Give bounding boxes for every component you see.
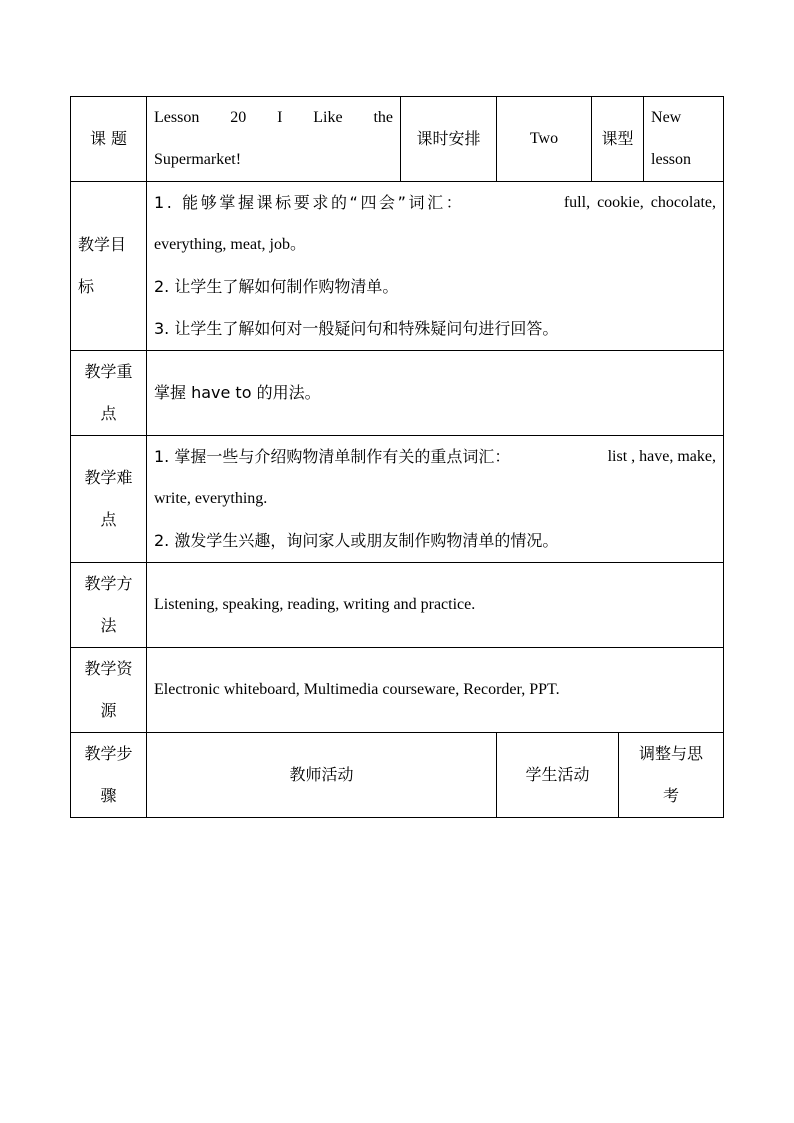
key-points-row (71, 351, 724, 436)
objective-item-1-zh: 1. 能够掌握课标要求的“四会”词汇： (154, 193, 465, 212)
reflection-header-line2: 考 (663, 786, 680, 805)
objective-item-1-en: full, cookie, chocolate, (563, 194, 717, 211)
steps-header-row (71, 733, 724, 818)
difficulties-label (71, 436, 147, 563)
resources-label-line2: 源 (100, 701, 117, 720)
key-points-label (71, 351, 147, 436)
resources-text: Electronic whiteboard, Multimedia courseware, Recorder, PPT. (147, 648, 724, 733)
topic-value-line2: Supermarket! (154, 151, 242, 168)
objectives-label-line2: 标 (78, 277, 95, 296)
teacher-activity-header: 教师活动 (147, 733, 497, 818)
difficulty-item-2: 2. 激发学生兴趣，询问家人或朋友制作购物清单的情况。 (154, 531, 559, 550)
difficulty-item-1 (154, 436, 716, 478)
resources-row (71, 648, 724, 733)
methods-label-line1: 教学方 (84, 574, 133, 593)
objectives-label-line1: 教学目 (78, 235, 127, 254)
difficulties-content (147, 436, 724, 563)
difficulties-label-line1: 教学难 (84, 468, 133, 487)
methods-label (71, 563, 147, 648)
difficulty-item-1-en: list , have, make, (607, 448, 717, 465)
objective-item-3: 3. 让学生了解如何对一般疑问句和特殊疑问句进行回答。 (154, 319, 559, 338)
reflection-header-line1: 调整与思 (639, 744, 704, 763)
student-activity-header: 学生活动 (497, 733, 619, 818)
methods-label-line2: 法 (100, 616, 117, 635)
difficulty-item-1-zh: 1. 掌握一些与介绍购物清单制作有关的重点词汇： (154, 447, 511, 466)
type-value-line2: lesson (651, 151, 692, 168)
methods-row (71, 563, 724, 648)
steps-label (71, 733, 147, 818)
objectives-content (147, 182, 724, 351)
key-points-label-line2: 点 (100, 404, 117, 423)
hours-label: 课时安排 (401, 97, 497, 182)
key-points-label-line1: 教学重 (84, 362, 133, 381)
type-value-line1: New (651, 109, 682, 126)
resources-label-line1: 教学资 (84, 659, 133, 678)
header-row (71, 97, 724, 182)
topic-label: 课 题 (71, 97, 147, 182)
objectives-label (71, 182, 147, 351)
steps-label-line1: 教学步 (84, 744, 133, 763)
reflection-header (619, 733, 724, 818)
objectives-row (71, 182, 724, 351)
type-label: 课型 (592, 97, 644, 182)
topic-value (147, 97, 401, 182)
difficulties-label-line2: 点 (100, 510, 117, 529)
difficulty-item-1-continued: write, everything. (154, 490, 268, 507)
objective-item-2: 2. 让学生了解如何制作购物清单。 (154, 277, 399, 296)
objective-item-1 (154, 182, 716, 224)
methods-text: Listening, speaking, reading, writing and practice. (147, 563, 724, 648)
resources-label (71, 648, 147, 733)
steps-label-line2: 骤 (100, 786, 117, 805)
topic-value-line1: Lesson 20 I Like the (154, 109, 393, 126)
lesson-plan-sheet (70, 96, 723, 818)
type-value (644, 97, 724, 182)
difficulties-row (71, 436, 724, 563)
hours-value: Two (497, 97, 592, 182)
objective-item-1-continued: everything, meat, job。 (154, 236, 306, 253)
key-points-text: 掌握 have to 的用法。 (147, 351, 724, 436)
lesson-plan-table (70, 96, 724, 818)
